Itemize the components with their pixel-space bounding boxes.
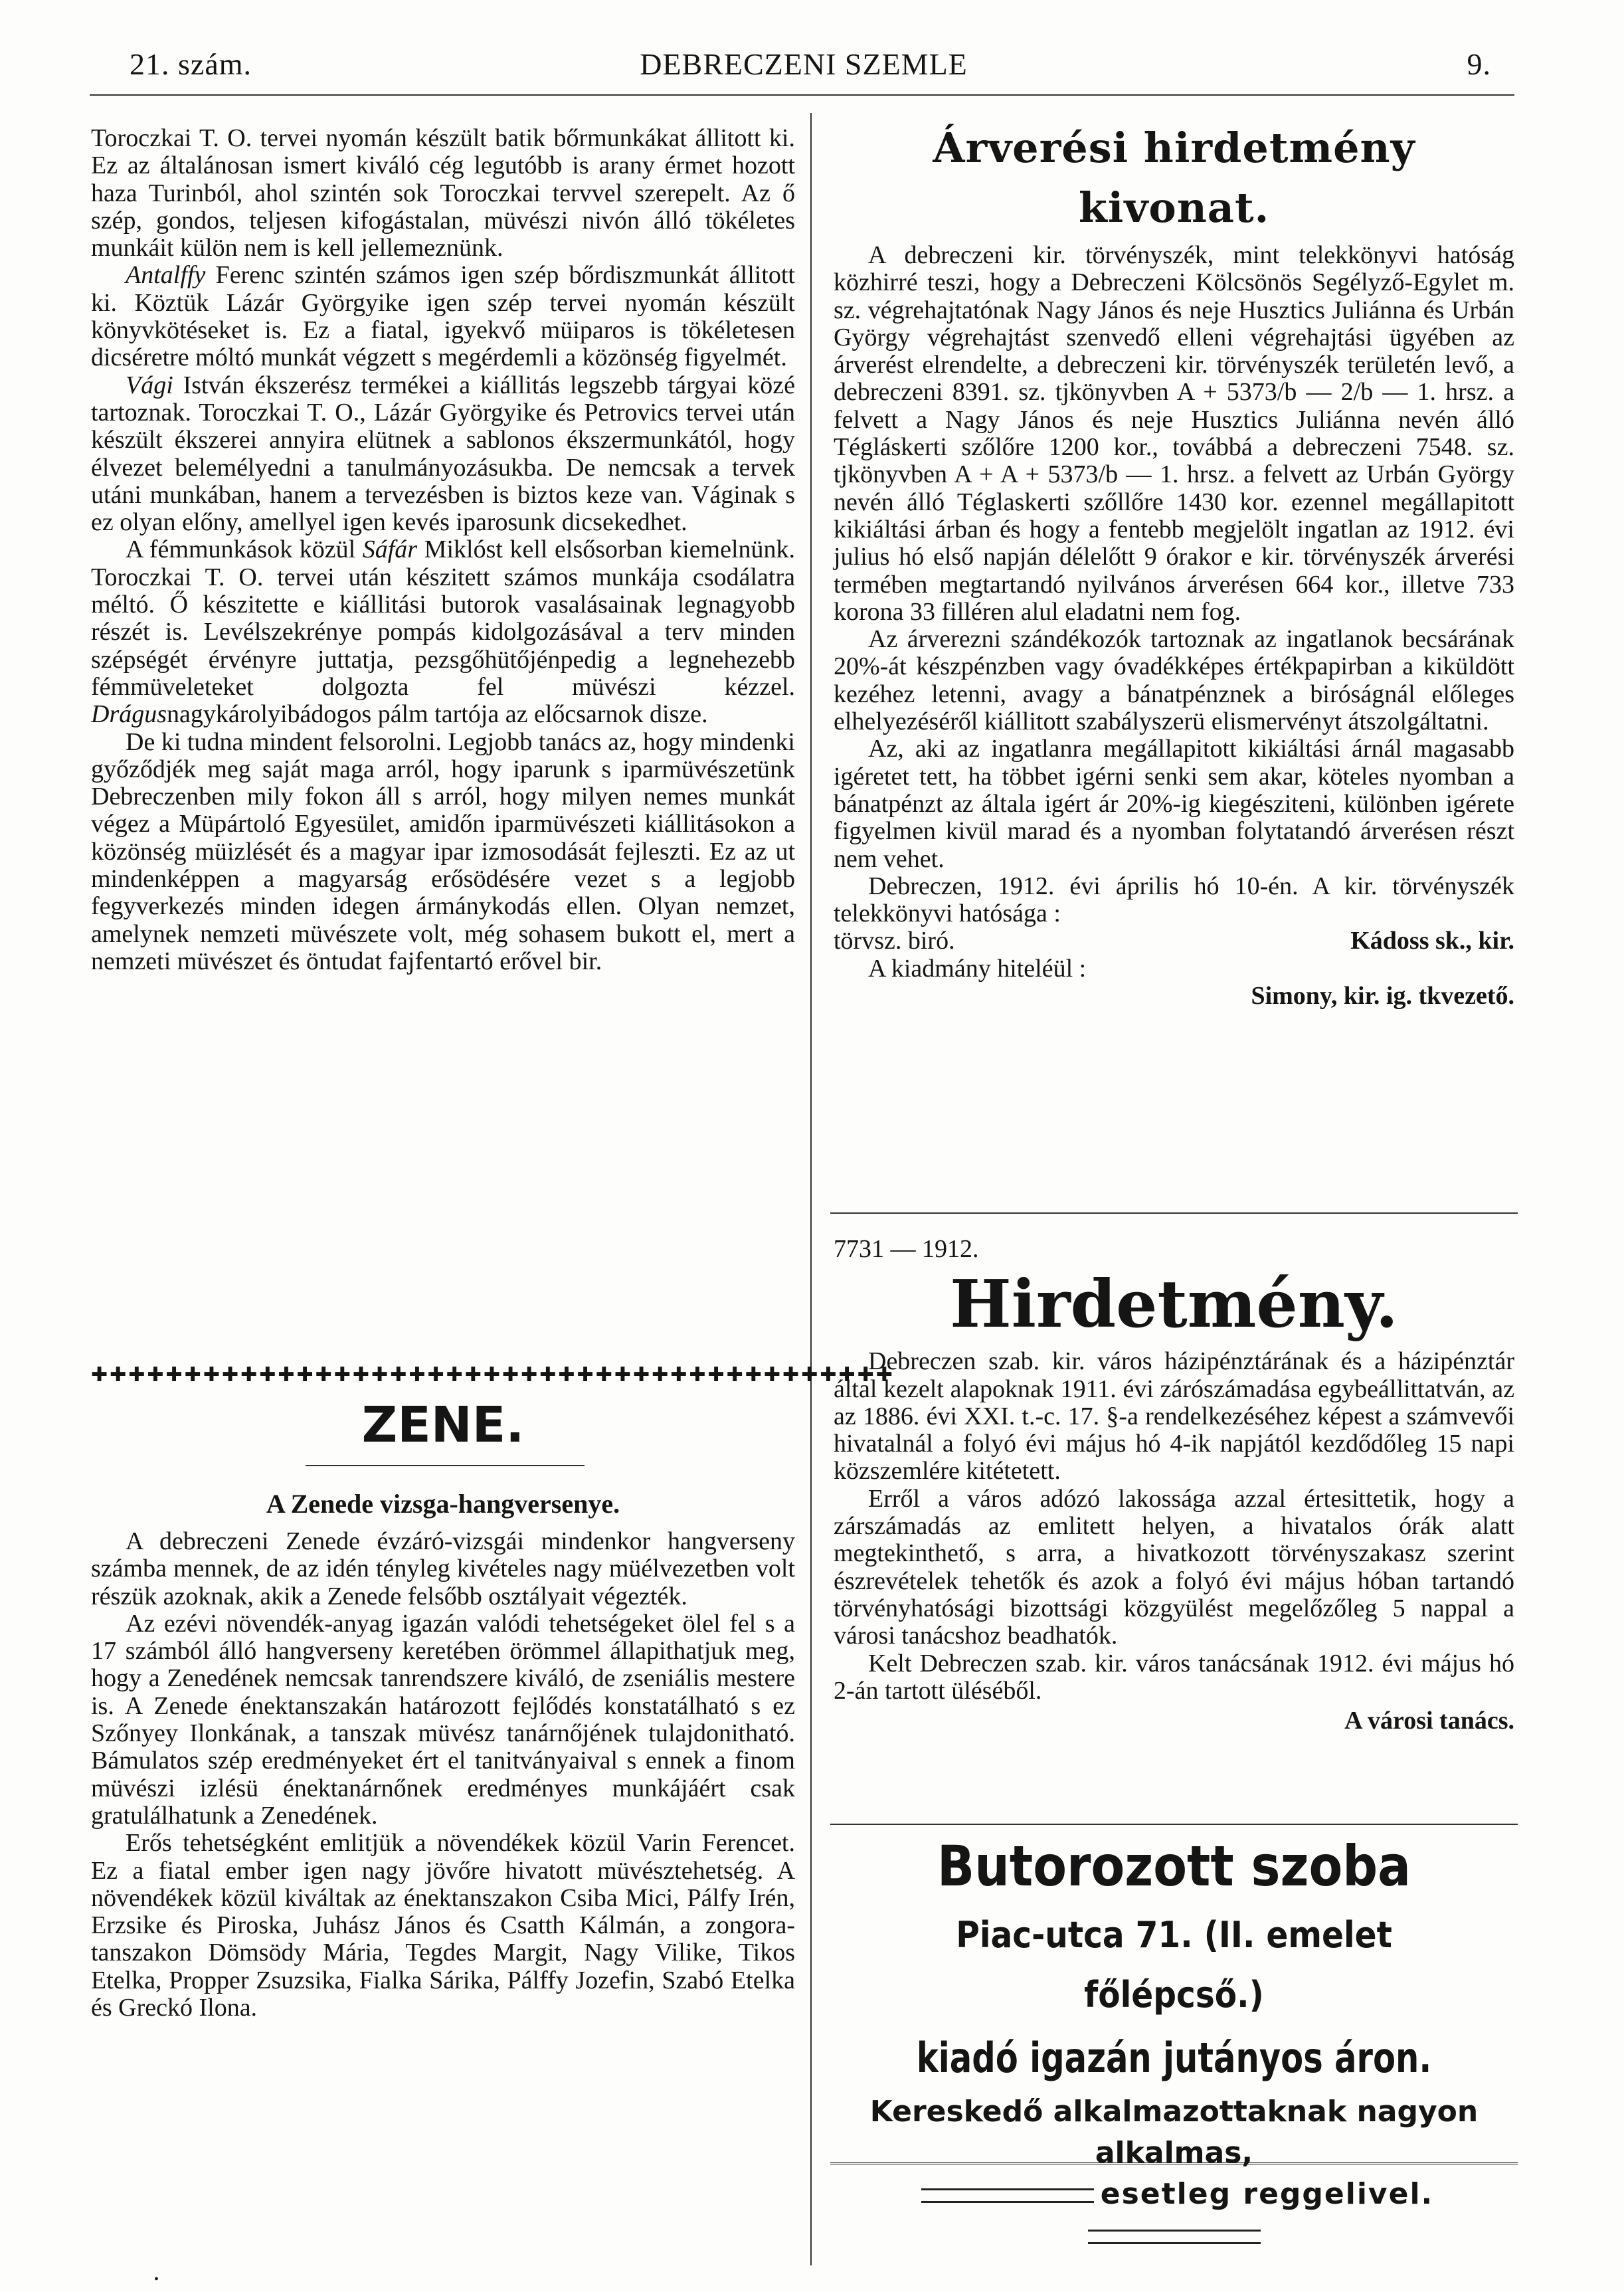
public-notice [834, 1236, 1514, 1735]
issue-number: 21. szám. [130, 47, 252, 81]
column-divider [810, 113, 812, 2265]
name-italic: Vági [126, 371, 173, 399]
signature: Simony, kir. ig. tkvezető. [1251, 982, 1514, 1010]
newspaper-title: DEBRECZENI SZEMLE [640, 47, 968, 81]
paragraph: Kelt Debreczen szab. kir. város tanácsának 1912. évi május hó 2-án tartott üléséből. [834, 1649, 1514, 1705]
ad-line: Kereskedő alkalmazottaknak nagyon alkalmas, [869, 2095, 1479, 2170]
ad-bottom-rule [830, 2162, 1518, 2164]
signature: Kádoss sk., kir. [1350, 927, 1514, 955]
paragraph: Az, aki az ingatlanra megállapitott kikiáltási árnál magasabb igéretet tett, ha többet igérni senki sem akar, köteles nyomban a bánatpénzt az általa igért ár 20%-ig kiegésziteni, különben igérete figyelmen kivül marad és a nyomban folytatandó árverésen részt nem vehet. [834, 735, 1514, 873]
name-italic: Antalffy [126, 261, 206, 290]
paragraph: A kiadmány hiteléül : [868, 954, 1087, 983]
paragraph: A debreczeni Zenede évzáró-vizsgái mindenkor hangverseny számba mennek, de az idén tényleg kivételes nagy müélvezetben volt részük azoknak, akik a Zenede felsőbb osztályait végezték. [91, 1527, 795, 1610]
header-rule [90, 94, 1514, 96]
page-number: 9. [1467, 47, 1491, 81]
decorative-lines [921, 2188, 1094, 2203]
notice-title: Hirdetmény. [950, 1266, 1398, 1343]
notice-title: Árverési hirdetmény kivonat. [933, 124, 1415, 232]
signature-line: törvsz. biró. Kádoss sk., kir. [834, 927, 1514, 955]
decorative-lines [1088, 2230, 1261, 2244]
section-rule [830, 1212, 1518, 1214]
paragraph: Erről a város adózó lakossága azzal értesittetik, hogy a zárszámadás az emlitett helyen, a hivatalos órák alatt megtekinthető, s arra, a hivatkozott törvényszakasz szerint észrevételek tehetők és azok a folyó évi május hóban tartandó törvényhatósági bizottsági közgyülést megelőzőleg 5 nappal a városi tanácshoz beadhatók. [834, 1484, 1514, 1650]
ad-line: kiadó igazán jutányos áron. [916, 2034, 1432, 2082]
paragraph: De ki tudna mindent felsorolni. Legjobb tanács az, hogy mindenki győződjék meg saját maga arról, hogy iparunk s iparmüvészetünk Debreczenben mily fokon áll s arról, hogy milyen nemes munkát végez a Müpártoló Egyesület, amidőn iparmüvészeti kiállitásokon a közönség müizlését és a magyar ipar izmosodását fejleszti. Ez az ut mindenképpen a magyarság erősödésére vezet s a legjobb fegyverkezés minden idegen ármánykodás ellen. Olyan nemzet, amelynek nemzeti müvészete volt, még sohasem bukott el, mert a nemzeti müvészet és öntudat fajfentartó erővel bir. [91, 727, 795, 975]
paragraph: Toroczkai T. O. tervei nyomán készült batik bőrmunkákat állitott ki. Ez az általánosan ismert kiváló cég legutóbb is arany érmet hozott haza Turinból, ahol szintén sok Toroczkai tervvel szerepelt. Az ő szép, gondos, teljesen kifogástalan, müvészi nivón álló tökéletes munkáit külön nem is kell jellemeznünk. [91, 124, 795, 262]
paragraph: Vági István ékszerész termékei a kiállitás legszebb tárgyai közé tartoznak. Toroczkai T. O., Lázár Györgyike és Petrovics tervei után készült ékszerei annyira elütnek a sablonos ékszermunkától, hogy élvezet belemélyedni a tanulmányozásukba. De nemcsak a tervek utáni munkában, hanem a tervezésben is biztos keze van. Váginak s ez olyan előny, amellyel igen kevés iparosunk dicsekedhet. [91, 371, 795, 537]
paragraph: Az árverezni szándékozók tartoznak az ingatlanok becsárának 20%-át készpénzben vagy óvadékképes értékpapirban a kiküldött kezéhez letenni, avagy a bánatpénznek a biróságnál előleges elhelyezéséről kiállitott szabályszerü elismervényt átszolgáltatni. [834, 625, 1514, 736]
ad-line: esetleg reggelivel. [834, 2174, 1514, 2256]
paragraph: A fémmunkások közül Sáfár Miklóst kell elsősorban kiemelnünk. Toroczkai T. O. tervei után készitett számos munkája csodálatra méltó. Ő készitette e kiállitási butorok vasalásainak legnagyobb részét is. Levélszekrénye pompás kidolgozásával a terv minden szépségét érvényre juttatja, pezsgőhütőjénpedig a legnehezebb fémmüveleteket dolgozta fel müvészi kézzel. Drágusnagykárolyibádogos pálm tartója az előcsarnok disze. [91, 535, 796, 729]
article-continuation [91, 125, 795, 975]
print-speck: • [154, 2272, 159, 2287]
paragraph: Erős tehetségként emlitjük a növendékek közül Varin Ferencet. Ez a fiatal ember igen nagy jövőre hivatott müvésztehetség. A növendékek közül kiváltak az énektanszakon Csiba Mici, Pálfy Irén, Erzsike és Piroska, Juhász János és Csatth Kálmán, a zongora-tanszakon Dömsödy Mária, Tegdes Margit, Nagy Vilike, Tikos Etelka, Propper Zsuzsika, Fialka Sárika, Pálffy Jozefin, Szabó Etelka és Greckó Ilona. [91, 1829, 795, 2022]
section-title: ZENE. [361, 1396, 525, 1454]
article-subtitle: A Zenede vizsga-hangversenye. [266, 1489, 620, 1519]
signature: A városi tanács. [1344, 1707, 1514, 1735]
auction-notice [834, 118, 1514, 1010]
title-rule [306, 1465, 585, 1466]
paragraph: Antalffy Ferenc szintén számos igen szép bőrdiszmunkát állitott ki. Köztük Lázár Györgyike igen szép tervei nyomán készült könyvkötéseket is. Ez a fiatal, igyekvő müiparos is tökéletesen dicséretre móltó munkát végzett s megérdemli a közönség figyelmét. [91, 261, 795, 372]
zene-article [91, 1528, 795, 2022]
page-header [90, 47, 1518, 93]
paragraph: Debreczen, 1912. évi április hó 10-én. A kir. törvényszék telekkönyvi hatósága : [834, 872, 1514, 928]
name-italic: Drágus [91, 700, 167, 729]
paragraph: Az ezévi növendék-anyag igazán valódi tehetségeket ölel fel s a 17 számból álló hangverseny keretében örömmel állapithatjuk meg, hogy a Zenedének nemcsak tanrendszere kiváló, de zseniális mestere is. A Zenede énektanszakán határozott fejlődés konstatálható s ez Szőnyey Ilonkának, a tanszak müvész tanárnőjének tulajdonitható. Bámulatos szép eredményeket ért el tanitványaival s ennek a finom müvészi izlésü énektanárnőnek eredményes munkájáért csak gratulálhatunk a Zenedének. [91, 1609, 795, 1830]
classified-ad [834, 1827, 1514, 2256]
name-italic: Sáfár [362, 535, 418, 564]
ad-address: Piac-utca 71. (II. emelet főlépcső.) [956, 1914, 1392, 2016]
ad-headline: Butorozott szoba [937, 1834, 1411, 1899]
paragraph: Debreczen szab. kir. város házipénztárának és a házipénztár által kezelt alapoknak 1911. évi zárószámadása egybeállittatván, az az 1886. évi XXI. t.-c. 17. §-a rendelkezéséhez képest a számvevői hivatalnál a folyó évi május hó 4-ik napjától kezdődőleg 15 napi közszemlére kitétetett. [834, 1347, 1514, 1485]
reference-number: 7731 — 1912. [834, 1235, 979, 1263]
paragraph: A debreczeni kir. törvényszék, mint telekkönyvi hatóság közhirré teszi, hogy a Debreczeni Kölcsönös Segélyző-Egylet m. sz. végrehajtatónak Nagy János és neje Husztics Juliánna és Urbán György végrehajtást szenvedő elleni végrehajtási ügyében az árverést elrendelte, a debreczeni kir. törvényszék területén levő, a debreczeni 8391. sz. tjkönyvben A + 5373/b — 2/b — 1. hrsz. a felvett a Nagy János és neje Husztics Juliánna nevén álló Tégláskerti szőlőre 1200 kor., továbbá a debreczeni 7548. sz. tjkönyvben A + A + 5373/b — 1. hrsz. a felvett az Urbán György nevén álló Téglaskerti szőllőre 1430 kor. ezennel megállapitott kikiáltási árban és hogy a fentebb megjelölt ingatlan az 1912. évi julius hó első napján délelőtt 9 órakor e kir. törvényszék árverési termében megtartandó nyilvános árverésen 664 kor., illetve 733 korona 33 filléren alul eladatni nem fog. [834, 241, 1514, 626]
ornament-divider: ✚✚✚✚✚✚✚✚✚✚✚✚✚✚✚✚✚✚✚✚✚✚✚✚✚✚✚✚✚✚✚✚✚✚✚✚✚✚✚✚✚✚✚ [91, 1364, 895, 1386]
ad-top-rule [830, 1824, 1518, 1825]
